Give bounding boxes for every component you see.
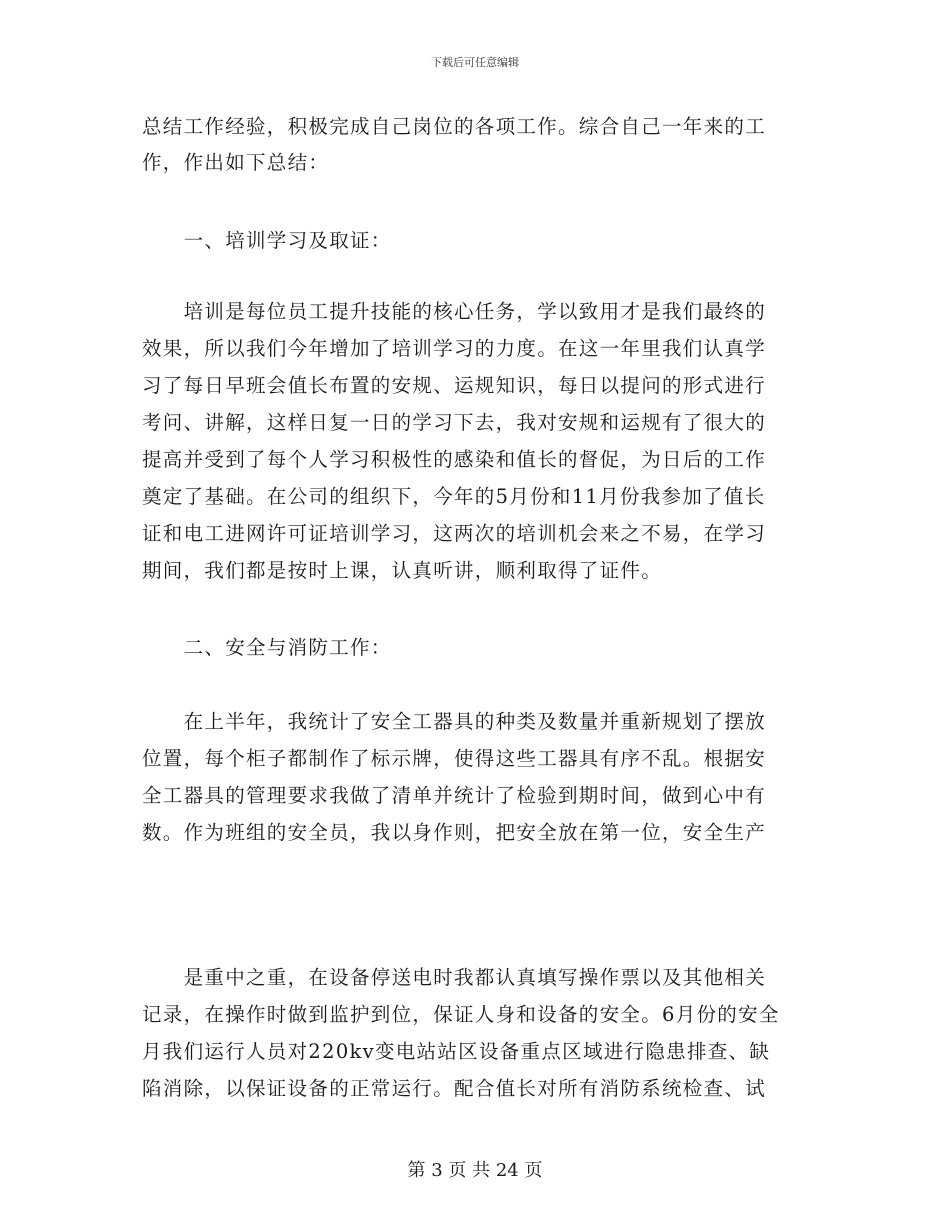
section-heading: 一、培训学习及取证： [142,229,392,252]
text-line: 记录，在操作时做到监护到位，保证人身和设备的安全。6月份的安全 [142,1003,780,1026]
text-line: 数。作为班组的安全员，我以身作则，把安全放在第一位，安全生产 [142,821,767,844]
text-line: 习了每日早班会值长布置的安规、运规知识，每日以提问的形式进行 [142,374,767,397]
text-line: 效果，所以我们今年增加了培训学习的力度。在这一年里我们认真学 [142,337,767,360]
text-line: 培训是每位员工提升技能的核心任务，学以致用才是我们最终的 [142,300,767,323]
page-header: 下载后可任意编辑 [431,56,519,69]
page-number-footer: 第 3 页 共 24 页 [407,1160,543,1181]
text-line: 考问、讲解，这样日复一日的学习下去，我对安规和运规有了很大的 [142,411,767,434]
section-heading: 二、安全与消防工作： [142,636,392,659]
text-line: 在上半年，我统计了安全工器具的种类及数量并重新规划了摆放 [142,710,767,733]
text-line: 位置，每个柜子都制作了标示牌，使得这些工器具有序不乱。根据安 [142,747,767,770]
text-line: 总结工作经验，积极完成自己岗位的各项工作。综合自己一年来的工 [142,115,767,138]
text-line: 奠定了基础。在公司的组织下，今年的5月份和11月份我参加了值长 [142,485,766,508]
text-line: 全工器具的管理要求我做了清单并统计了检验到期时间，做到心中有 [142,784,767,807]
text-line: 期间，我们都是按时上课，认真听讲，顺利取得了证件。 [142,559,663,582]
text-line: 证和电工进网许可证培训学习，这两次的培训机会来之不易，在学习 [142,522,767,545]
text-line: 提高并受到了每个人学习积极性的感染和值长的督促，为日后的工作 [142,448,767,471]
text-line: 月我们运行人员对220kv变电站站区设备重点区域进行隐患排查、缺 [142,1040,771,1063]
text-line: 是重中之重，在设备停送电时我都认真填写操作票以及其他相关 [142,966,767,989]
text-line: 作，作出如下总结： [142,151,330,174]
text-line: 陷消除，以保证设备的正常运行。配合值长对所有消防系统检查、试 [142,1077,767,1100]
